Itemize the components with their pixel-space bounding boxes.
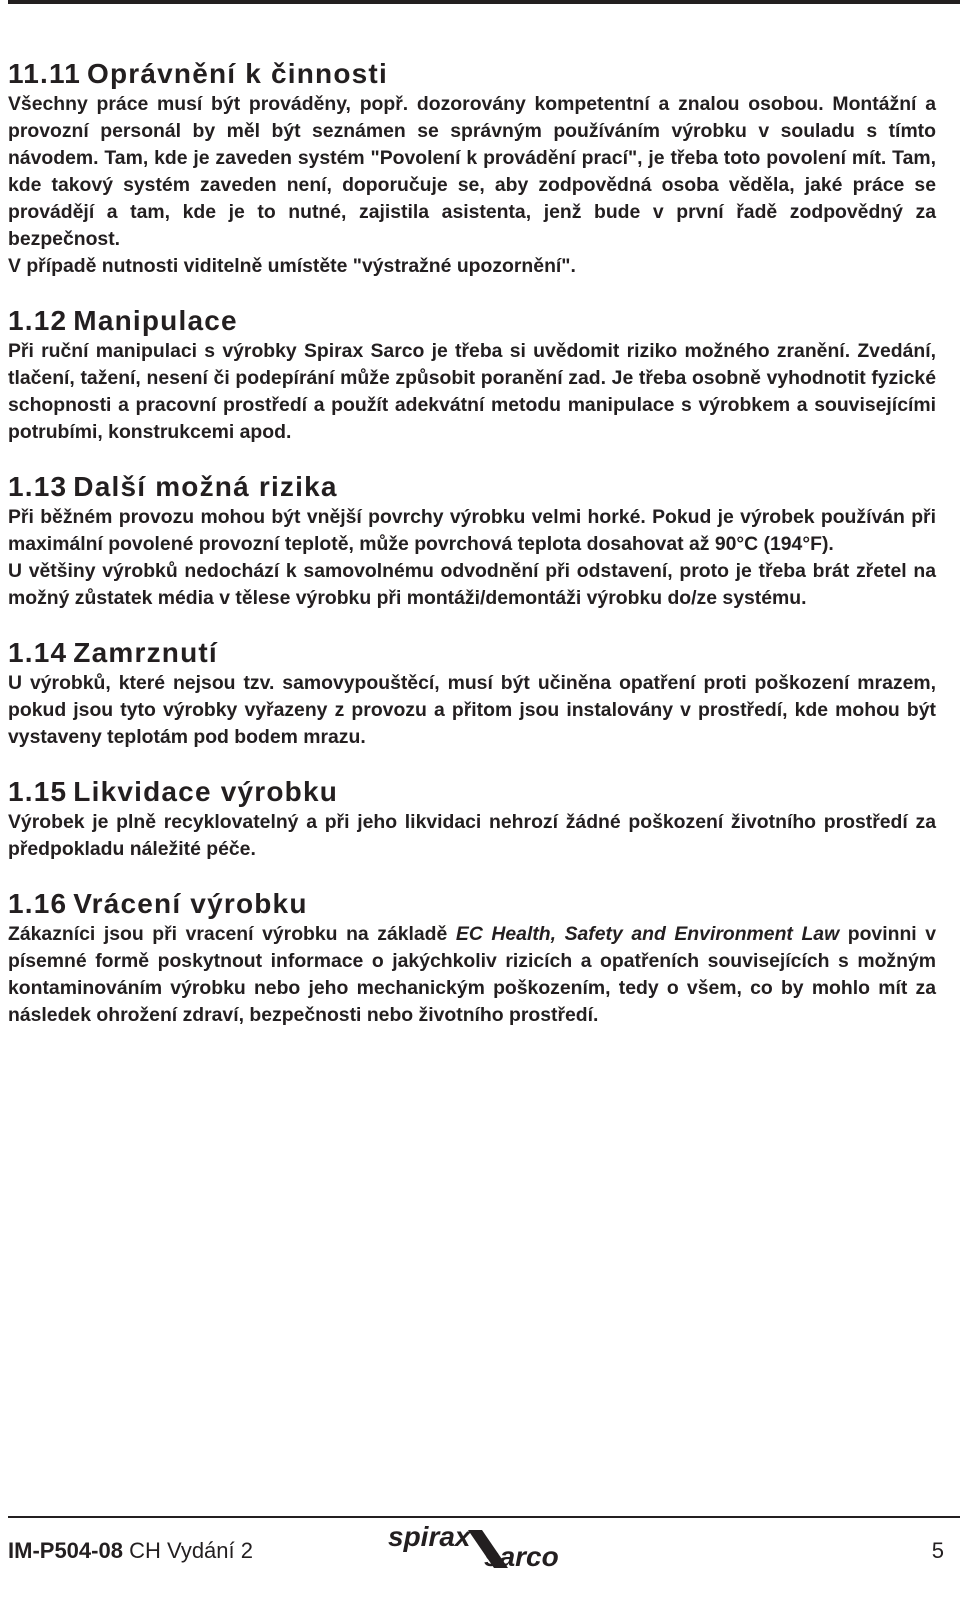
- section-title: Likvidace výrobku: [73, 776, 339, 807]
- paragraph-text: povinni v písemné formě poskytnout informace o jakýchkoliv rizicích a opatřeních souvisejících s možným kontaminováním výrobku nebo jeho mechanickým poškozením, tedy o všem, co by mohlo mít za následek ohrožení zdraví, bezpečnosti nebo životního prostředí.: [8, 923, 937, 1026]
- section-paragraph: U většiny výrobků nedochází k samovolnému odvodnění při odstavení, proto je třeba brát zřetel na možný zůstatek média v tělese výrobku při montáži/demontáži výrobku do/ze systému.: [8, 560, 936, 609]
- section-heading: [8, 57, 936, 91]
- document-body: [8, 57, 936, 1029]
- section-handling: [8, 304, 936, 446]
- section-paragraph: U výrobků, které nejsou tzv. samovypouštěcí, musí být učiněna opatření proti poškození mrazem, pokud jsou tyto výrobky vyřazeny z provozu a přitom jsou instalovány v prostředí, kde mohou být vystaveny teplotám pod bodem mrazu.: [8, 672, 936, 748]
- section-heading: [8, 304, 936, 338]
- section-paragraph: Výrobek je plně recyklovatelný a při jeho likvidaci nehrozí žádné poškození životního prostředí za předpokladu náležité péče.: [8, 811, 936, 860]
- section-number: 1.13: [8, 471, 68, 502]
- spirax-sarco-logo: [384, 1522, 574, 1572]
- section-paragraph: Všechny práce musí být prováděny, popř. dozorovány kompetentní a znalou osobou. Montážní a provozní personál by měl být seznámen se správným používáním výrobku v souladu s tímto návodem. Tam, kde je zaveden systém "Povolení k provádění prací", je třeba toto povolení mít. Tam, kde takový systém zaveden není, doporučuje se, aby zodpovědná osoba věděla, jaké práce se provádějí a tam, kde je to nutné, zajistila asistenta, jenž bude v první řadě zodpovědný za bezpečnost.: [8, 93, 936, 250]
- section-title: Zamrznutí: [73, 637, 218, 668]
- section-heading: [8, 775, 936, 809]
- section-title: Manipulace: [73, 305, 238, 336]
- footer-rule: [8, 1516, 960, 1518]
- section-returning-goods: [8, 887, 936, 1029]
- section-freezing: [8, 636, 936, 751]
- section-number: 1.14: [8, 637, 68, 668]
- section-title: Vrácení výrobku: [73, 888, 308, 919]
- document-edition: CH Vydání 2: [129, 1538, 253, 1563]
- page-footer: [8, 1522, 952, 1576]
- section-paragraph: Při ruční manipulaci s výrobky Spirax Sarco je třeba si uvědomit riziko možného zranění. Zvedání, tlačení, tažení, nesení či podepírání může způsobit poranění zad. Je třeba osobně vyhodnotit fyzické schopnosti a pracovní prostředí a použít adekvátní metodu manipulace s výrobkem a souvisejícími potrubími, konstrukcemi apod.: [8, 340, 936, 443]
- logo-word-bottom: sarco: [484, 1541, 559, 1572]
- section-title: Další možná rizika: [73, 471, 338, 502]
- logo-word-top: spirax: [388, 1522, 471, 1552]
- section-heading: [8, 636, 936, 670]
- section-number: 1.16: [8, 888, 68, 919]
- document-reference: [8, 1536, 253, 1566]
- document-code: IM-P504-08: [8, 1538, 123, 1563]
- top-rule: [8, 0, 960, 4]
- section-title: Oprávnění k činnosti: [86, 58, 388, 89]
- section-paragraph: Při běžném provozu mohou být vnější povrchy výrobku velmi horké. Pokud je výrobek používán při maximální povolené provozní teplotě, může povrchová teplota dosahovat až 90°C (194°F).: [8, 506, 936, 555]
- paragraph-text: Zákazníci jsou při vracení výrobku na základě: [8, 923, 448, 945]
- section-other-hazards: [8, 470, 936, 612]
- section-paragraph: V případě nutnosti viditelně umístěte "výstražné upozornění".: [8, 255, 576, 277]
- page-number: 5: [931, 1538, 944, 1563]
- section-heading: [8, 887, 936, 921]
- section-authorization: [8, 57, 936, 280]
- section-heading: [8, 470, 936, 504]
- section-number: 1.15: [8, 776, 68, 807]
- section-paragraph: [8, 921, 936, 1029]
- section-disposal: [8, 775, 936, 863]
- section-number: 1.12: [8, 305, 68, 336]
- law-reference: EC Health, Safety and Environment Law: [455, 923, 840, 945]
- section-number: 11.11: [8, 58, 81, 89]
